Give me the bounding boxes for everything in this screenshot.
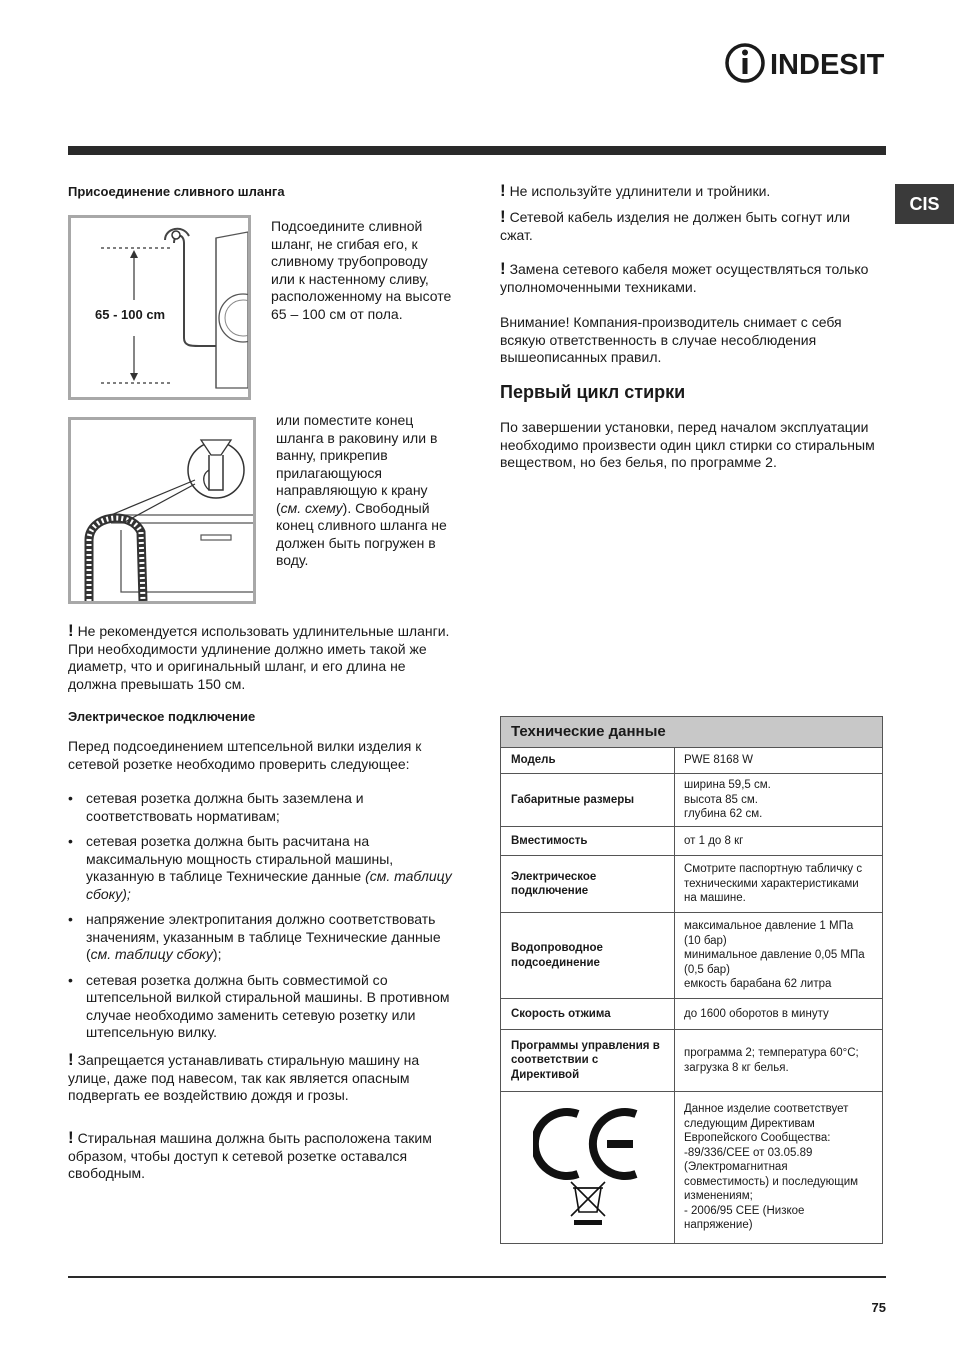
list-item — [68, 790, 458, 825]
liability-notice: Внимание! Компания-производитель снимает с себя всякую ответственность в случае несоблюдения вышеописанных правил. — [500, 314, 842, 365]
drain-wall-text: Подсоедините сливной шланг, не сгибая его, к сливному трубопроводу или к настенному сливу, расположенному на высоте 65 – 100 см от пола. — [271, 218, 452, 322]
warning-icon: ! — [68, 621, 74, 640]
value-line: ширина 59,5 см. — [684, 779, 771, 792]
list-item — [68, 911, 458, 964]
access-warning — [68, 1129, 454, 1183]
row-value — [675, 1092, 883, 1244]
electrical-checklist — [68, 790, 458, 1050]
cable-bend-warning — [500, 208, 886, 244]
bullet-text-em: см. таблицу сбоку — [90, 946, 213, 962]
first-cycle-text: По завершении установки, перед началом эксплуатации необходимо произвести один цикл стирки со стиральным веществом, но без белья, по программе 2. — [500, 419, 875, 470]
value-line: максимальное давление 1 МПа (10 бар) — [684, 920, 854, 947]
row-value: до 1600 оборотов в минуту — [675, 999, 883, 1030]
brand-wordmark: INDESIT — [770, 49, 885, 81]
electrical-intro: Перед подсоединением штепсельной вилки изделия к сетевой розетке необходимо проверить следующее: — [68, 738, 422, 772]
indesit-logo — [724, 40, 886, 86]
table-row — [501, 1092, 883, 1244]
bullet-text: ); — [212, 946, 222, 962]
row-label: Водопроводное подсоединение — [501, 913, 675, 999]
table-row — [501, 748, 883, 774]
row-value: от 1 до 8 кг — [675, 827, 883, 856]
value-line: - 2006/95 CEE (Низкое напряжение) — [684, 1204, 805, 1232]
list-item — [68, 833, 458, 903]
table-row — [501, 913, 883, 999]
outdoor-warning-text: Запрещается устанавливать стиральную машину на улице, даже под навесом, так как является опасным подвергать ее воздействию дождя и грозы. — [68, 1052, 420, 1103]
value-line: минимальное давление 0,05 МПа (0,5 бар) — [684, 949, 865, 976]
bottom-divider — [68, 1276, 886, 1278]
row-label: Габаритные размеры — [501, 774, 675, 827]
bullet-text: напряжение электропитания должно соответствовать значениям, указанным в таблице Технические данные ( — [86, 911, 441, 962]
drain-height-label: 65 - 100 cm — [95, 307, 166, 322]
row-label: Модель — [501, 748, 675, 774]
weee-bin-icon — [571, 1182, 605, 1225]
row-value: Смотрите паспортную табличку с техническими характеристиками на машине. — [675, 856, 883, 913]
extension-hose-warning-text: Не рекомендуется использовать удлинительные шланги. При необходимости удлинение должно иметь такой же диаметр, что и оригинальный шланг, и его длина не должна превышать 150 см. — [68, 623, 450, 692]
extension-cord-warning-text: Не используйте удлинители и тройники. — [509, 183, 771, 199]
access-warning-text: Стиральная машина должна быть расположена таким образом, чтобы доступ к сетевой розетке оставался свободным. — [68, 1130, 432, 1181]
row-value: PWE 8168 W — [675, 748, 883, 774]
value-line: емкость барабана 62 литра — [684, 978, 832, 991]
drain-height-figure — [68, 215, 251, 400]
row-value — [675, 913, 883, 999]
value-line: -89/336/CEE от 03.05.89 (Электромагнитная совместимость) и последующим изменениям; — [684, 1146, 859, 1203]
warning-icon: ! — [68, 1128, 74, 1147]
ce-mark-icon — [533, 1100, 643, 1230]
hose-sink-illustration — [71, 420, 253, 601]
value-line: высота 85 см. — [684, 793, 758, 806]
table-row — [501, 827, 883, 856]
top-divider — [68, 146, 886, 155]
outdoor-warning — [68, 1051, 454, 1105]
warning-icon: ! — [68, 1050, 74, 1069]
warning-icon: ! — [500, 181, 506, 200]
bullet-text: сетевая розетка должна быть расчитана на максимальную мощность стиральной машины, указанную в таблице Технические данные — [86, 833, 394, 884]
row-value: программа 2; температура 60°С; загрузка 8 кг белья. — [675, 1030, 883, 1092]
table-row — [501, 1030, 883, 1092]
row-label: Скорость отжима — [501, 999, 675, 1030]
row-label: Программы управления в соответствии с Директивой — [501, 1030, 675, 1092]
extension-hose-warning — [68, 622, 454, 693]
cable-replace-warning — [500, 260, 886, 296]
row-label: Вместимость — [501, 827, 675, 856]
table-row — [501, 856, 883, 913]
hose-sink-text-a: или поместите конец шланга в раковину или в ванну, прикрепив прилагающуюся направляющую к крану ( — [276, 412, 438, 516]
table-row — [501, 774, 883, 827]
warning-icon: ! — [500, 259, 506, 278]
bullet-text: сетевая розетка должна быть заземлена и соответствовать нормативам; — [86, 790, 364, 824]
hose-sink-text-b: ). Свободный конец сливного шланга не должен быть погружен в воду. — [276, 499, 447, 568]
value-line: глубина 62 см. — [684, 808, 763, 821]
tech-table-title: Технические данные — [501, 717, 883, 748]
bullet-text: сетевая розетка должна быть совместимой со штепсельной вилкой стиральной машины. В противном случае необходимо заменить сетевую розетку или штепсельную вилку. — [86, 971, 450, 1040]
language-tab: CIS — [895, 184, 954, 224]
extension-cord-warning — [500, 182, 886, 201]
hose-sink-text-em: см. схему — [280, 499, 343, 516]
certification-marks — [501, 1092, 675, 1244]
first-cycle-title: Первый цикл стирки — [500, 382, 686, 402]
electrical-heading: Электрическое подключение — [68, 709, 256, 724]
warning-icon: ! — [500, 207, 506, 226]
cable-replace-warning-text: Замена сетевого кабеля может осуществляться только уполномоченными техниками. — [500, 261, 869, 295]
bullet-text-em: (см. таблицу сбоку); — [86, 868, 452, 902]
cable-bend-warning-text: Сетевой кабель изделия не должен быть согнут или сжат. — [500, 209, 851, 243]
page-number: 75 — [871, 1300, 886, 1315]
value-line: Данное изделие соответствует следующим Директивам Европейского Сообщества: — [684, 1103, 849, 1145]
row-label: Электрическое подключение — [501, 856, 675, 913]
drain-hose-heading: Присоединение сливного шланга — [68, 184, 285, 199]
hose-sink-figure — [68, 417, 256, 604]
list-item — [68, 972, 458, 1042]
tech-data-table — [500, 716, 883, 1244]
hose-sink-text — [276, 412, 452, 570]
table-row — [501, 999, 883, 1030]
row-value — [675, 774, 883, 827]
